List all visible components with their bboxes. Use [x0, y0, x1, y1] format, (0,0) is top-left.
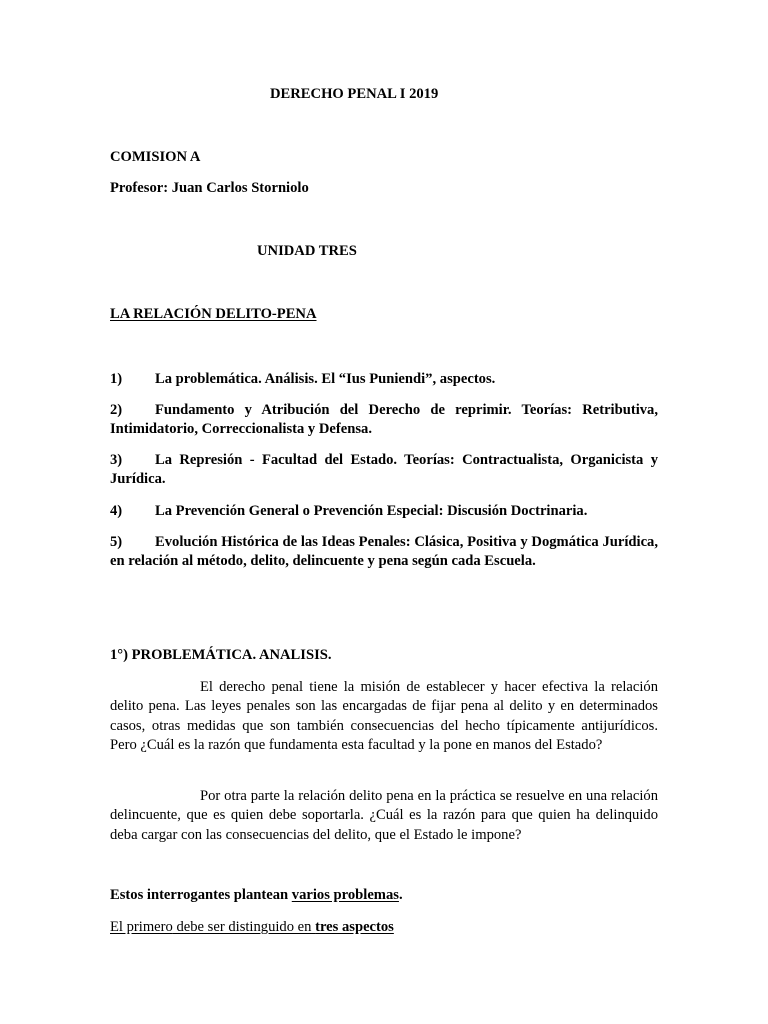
item-text: Evolución Histórica de las Ideas Penales: Clásica, Positiva y Dogmática Jurídica, en relación al método, delito, delincuente y pena según cada Escuela. — [110, 534, 658, 569]
aspects-part: tres aspectos — [315, 919, 394, 935]
body-paragraph: Por otra parte la relación delito pena en la práctica se resuelve en una relación delincuente, que es quien debe soportarla. ¿Cuál es la razón para que quien ha delinquido deba cargar con las consecuencias del delito, que el Estado le impone? — [110, 788, 658, 843]
syllabus-item — [110, 502, 658, 521]
item-text: Fundamento y Atribución del Derecho de reprimir. Teorías: Retributiva, Intimidatorio, Correccionalista y Defensa. — [110, 402, 658, 437]
professor-line: Profesor: Juan Carlos Storniolo — [110, 180, 309, 196]
first-part: El primero — [110, 919, 173, 935]
unit-heading: UNIDAD TRES — [257, 243, 357, 259]
item-number: 2) — [110, 402, 123, 418]
problems-line — [110, 887, 403, 904]
item-number: 5) — [110, 534, 123, 550]
topic-heading: LA RELACIÓN DELITO-PENA — [110, 306, 317, 322]
item-text: La problemática. Análisis. El “Ius Puniendi”, aspectos. — [155, 371, 496, 387]
syllabus-item — [110, 401, 658, 439]
syllabus-item — [110, 451, 658, 489]
syllabus-item — [110, 533, 658, 571]
item-number: 4) — [110, 503, 123, 519]
item-text: La Prevención General o Prevención Especial: Discusión Doctrinaria. — [155, 503, 588, 519]
first-aspect-line — [110, 919, 394, 936]
syllabus-item — [110, 370, 658, 389]
section-heading: 1°) PROBLEMÁTICA. ANALISIS. — [110, 647, 332, 663]
body-paragraph: El derecho penal tiene la misión de establecer y hacer efectiva la relación delito pena. Las leyes penales son las encargadas de fijar pena al delito y en determinados casos, otras medidas que son también consecuencias del hecho típicamente antijurídicos. Pero ¿Cuál es la razón que fundamenta esta facultad y la pone en manos del Estado? — [110, 679, 658, 753]
middle-part: debe ser distinguido en — [172, 919, 316, 935]
item-number: 1) — [110, 371, 123, 387]
commission-label: COMISION A — [110, 149, 201, 165]
document-title: DERECHO PENAL I 2019 — [270, 86, 439, 102]
problems-prefix: Estos interrogantes plantean — [110, 887, 292, 903]
problems-suffix: . — [398, 887, 403, 903]
item-number: 3) — [110, 452, 123, 468]
item-text: La Represión - Facultad del Estado. Teorías: Contractualista, Organicista y Jurídica. — [110, 452, 658, 487]
problems-emphasis: varios problemas — [291, 887, 399, 903]
